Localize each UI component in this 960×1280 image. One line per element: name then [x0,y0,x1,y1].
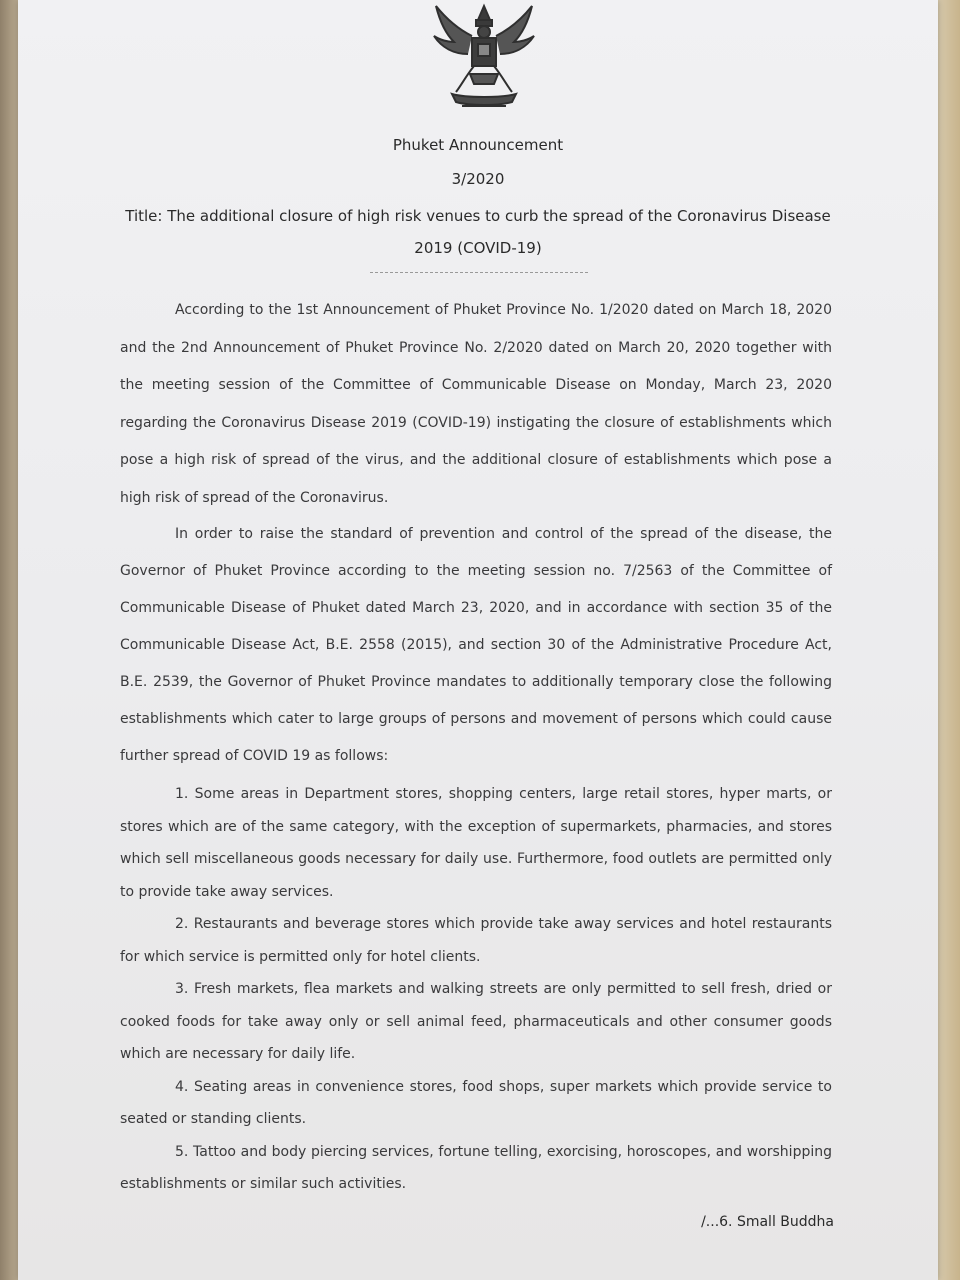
document-title: Title: The additional closure of high risk venues to curb the spread of the Coronavirus Disease 2019 (COVID-19) [125,207,831,257]
garuda-emblem-icon [426,2,542,114]
list-item: 2. Restaurants and beverage stores which provide take away services and hotel restaurants for which service is permitted only for hotel clients. [120,916,832,965]
list-item: 5. Tattoo and body piercing services, fortune telling, exorcising, horoscopes, and worshipping establishments or similar such activities. [120,1143,832,1192]
list-item: 4. Seating areas in convenience stores, food shops, super markets which provide service to seated or standing clients. [120,1078,832,1127]
announcement-number: 3/2020 [451,170,505,188]
continuation-note: /...6. Small Buddha [701,1214,834,1230]
document-page [18,0,938,1280]
closure-list [120,778,832,1201]
list-item: 1. Some areas in Department stores, shopping centers, large retail stores, hyper marts, or stores which are of the same category, with the exception of supermarkets, pharmacies, and stores which sell miscellaneous goods necessary for daily use. Furthermore, food outlets are permitted only to provide take away services. [120,786,832,900]
paragraph-2: In order to raise the standard of prevention and control of the spread of the disease, the Governor of Phuket Province according to the meeting session no. 7/2563 of the Committee of Communicable Disease of Phuket dated March 23, 2020, and in accordance with section 35 of the Communicable Disease Act, B.E. 2558 (2015), and section 30 of the Administrative Procedure Act, B.E. 2539, the Governor of Phuket Province mandates to additionally temporary close the following establishments which cater to large groups of persons and movement of persons which could cause further spread of COVID 19 as follows: [120,526,832,764]
separator-line [370,272,588,273]
announcement-heading: Phuket Announcement [392,136,564,154]
list-item: 3. Fresh markets, flea markets and walking streets are only permitted to sell fresh, dried or cooked foods for take away only or sell animal feed, pharmaceuticals and other consumer goods which are necessary for daily life. [120,981,832,1062]
paragraph-1: According to the 1st Announcement of Phuket Province No. 1/2020 dated on March 18, 2020 and the 2nd Announcement of Phuket Province No. 2/2020 dated on March 20, 2020 together with the meeting session of the Committee of Communicable Disease on Monday, March 23, 2020 regarding the Coronavirus Disease 2019 (COVID-19) instigating the closure of establishments which pose a high risk of spread of the virus, and the additional closure of establishments which pose a high risk of spread of the Coronavirus. [120,302,832,506]
